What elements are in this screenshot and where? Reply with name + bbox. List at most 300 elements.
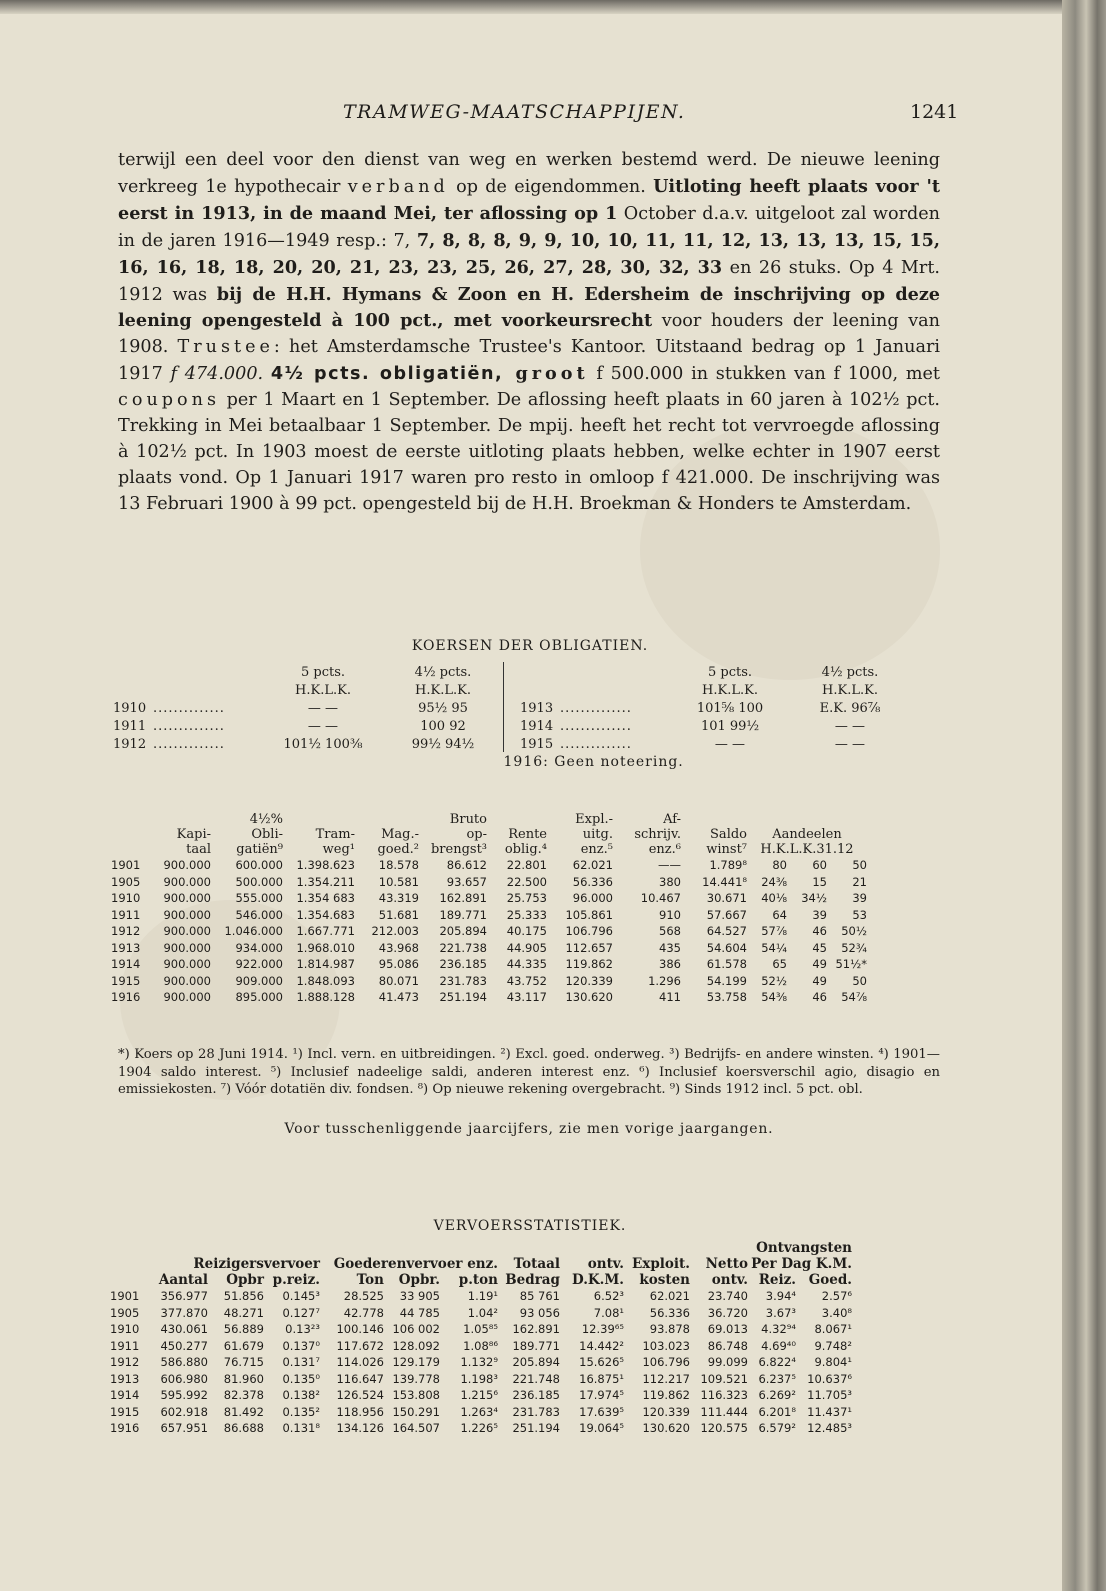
value-cell: 2.57⁶: [821, 1289, 852, 1304]
value-cell: 54.199: [706, 973, 747, 988]
table-row: [111, 857, 867, 874]
value-cell: 85 761: [519, 1289, 560, 1304]
value-cell: 555.000: [235, 891, 283, 906]
value-cell: 54¼: [761, 940, 787, 955]
value-cell: 76.715: [223, 1355, 264, 1370]
value-cell: 595.992: [160, 1388, 208, 1403]
bold-text: bij de H.H. Hymans & Zoon en H. Edersheim de inschrijving op deze leening opengesteld à 100 pct., met voorkeursrecht: [118, 283, 940, 332]
header-tramweg: Tram- weg¹: [315, 827, 355, 857]
text-segment: October d.a.v. uitgeloot zal worden in de jaren 1916—1949 resp.: 7,: [118, 203, 940, 251]
value-cell: 128.092: [392, 1338, 440, 1353]
header-kapitaal: Kapi- taal: [176, 827, 211, 857]
value-cell: 43.319: [378, 891, 419, 906]
value-cell: 105.861: [565, 907, 613, 922]
value-cell: 0.138²: [282, 1388, 320, 1403]
value-cell: 52½: [761, 973, 787, 988]
table-row: [111, 874, 867, 891]
value-cell: 3.67³: [765, 1305, 796, 1320]
value-cell: 44.905: [506, 940, 547, 955]
value-cell: 120.339: [565, 973, 613, 988]
value-cell: 910: [659, 907, 681, 922]
value-cell: 51½*: [835, 957, 867, 972]
year-cell: 1901: [110, 1289, 140, 1304]
table-row: [110, 1371, 852, 1388]
value-cell: 1.968.010: [296, 940, 355, 955]
value-cell: 23.740: [707, 1289, 748, 1304]
year-cell: 1915: [111, 973, 141, 988]
value-cell: 11.437¹: [807, 1404, 852, 1419]
value-cell: 50: [852, 973, 867, 988]
value-cell: 64: [772, 907, 787, 922]
value-cell: 139.778: [392, 1371, 440, 1386]
vervoer-caption: VERVOERSSTATISTIEK.: [433, 1218, 627, 1234]
value-cell: 900.000: [163, 957, 211, 972]
column-header: D.K.M.: [571, 1272, 624, 1288]
page-header: [0, 101, 1062, 127]
value-cell: 24⅜: [761, 874, 787, 889]
year-cell: 1916: [111, 990, 141, 1005]
text-segment: per 1 Maart en 1 September. De aflossing heeft plaats in 60 jaren à 102½ pct. Trekking in Mei betaalbaar 1 September. De mpij. heeft het recht tot vervroegde aflossing à 102½ pct. In 1903 moest de eerste uitloting plaats hebben, welke echter in 1907 eerst plaats vond. Op 1 Januari 1917 waren pro resto in omloop f 421.000. De inschrijving was 13 Februari 1900 à 99 pct. opengesteld bij de H.H. Broekman & Honders te Amsterdam.: [118, 390, 940, 514]
price-cell: — —: [307, 719, 339, 734]
value-cell: 116.323: [700, 1388, 748, 1403]
value-cell: 3.94⁴: [765, 1289, 796, 1304]
table-row: [111, 923, 867, 940]
year-cell: 1915: [504, 734, 561, 752]
value-cell: 1.04²: [467, 1305, 498, 1320]
value-cell: 236.185: [439, 957, 487, 972]
year-cell: 1912: [110, 1355, 140, 1370]
value-cell: 1.789⁸: [709, 858, 747, 873]
value-cell: 1.08⁸⁶: [463, 1338, 498, 1353]
value-cell: 109.521: [700, 1371, 748, 1386]
value-cell: 16.875¹: [579, 1371, 624, 1386]
header-rente: Rente oblig.⁴: [504, 827, 547, 857]
table-row: [110, 1288, 852, 1305]
value-cell: 386: [659, 957, 681, 972]
column-header: H.K.L.K.: [822, 683, 878, 698]
value-cell: 1.354 683: [296, 891, 355, 906]
year-cell: 1911: [110, 1338, 140, 1353]
table-row: [111, 907, 867, 924]
spaced-text: verband: [347, 176, 449, 197]
year-cell: 1911: [113, 719, 147, 734]
value-cell: 1.888.128: [296, 990, 355, 1005]
value-cell: 430.061: [160, 1322, 208, 1337]
value-cell: 1.215⁶: [460, 1388, 498, 1403]
value-cell: 6.822⁴: [758, 1355, 796, 1370]
leader-dots: ..............: [560, 719, 632, 734]
bond-heading: 4½ pcts. obligatiën,: [270, 364, 504, 385]
value-cell: 900.000: [163, 874, 211, 889]
table-row: [110, 1387, 852, 1404]
leader-dots: ..............: [153, 701, 225, 716]
header-saldo: Saldo winst⁷: [706, 827, 747, 857]
value-cell: 56.889: [223, 1322, 264, 1337]
spaced-text: groot: [503, 363, 589, 385]
value-cell: 0.13²³: [285, 1322, 320, 1337]
price-cell: 95½ 95: [418, 701, 468, 716]
value-cell: 1.296: [648, 973, 681, 988]
column-header: Aantal: [158, 1272, 208, 1288]
value-cell: 0.145³: [282, 1289, 320, 1304]
column-header: Totaal: [513, 1256, 560, 1272]
value-cell: 61.679: [223, 1338, 264, 1353]
value-cell: 118.956: [336, 1404, 384, 1419]
value-cell: 130.620: [642, 1421, 690, 1436]
header-per-dag-km: Per Dag K.M.: [751, 1256, 852, 1272]
value-cell: 80: [772, 858, 787, 873]
column-header: H.K.L.K.: [415, 683, 471, 698]
column-header: 5 pcts.: [707, 665, 753, 680]
price-cell: E.K. 96⅞: [819, 701, 881, 716]
value-cell: 1.05⁸⁵: [463, 1322, 498, 1337]
text-segment: terwijl een deel voor den dienst van weg en werken bestemd werd. De nieuwe leening verkreeg 1e hypothecair: [118, 150, 940, 197]
value-cell: 41.473: [378, 990, 419, 1005]
value-cell: 17.974⁵: [579, 1388, 624, 1403]
leader-dots: ..............: [153, 719, 225, 734]
year-cell: 1913: [111, 940, 141, 955]
column-header: p.ton: [458, 1272, 498, 1288]
column-header: H.K.L.K.: [702, 683, 758, 698]
value-cell: 568: [659, 924, 681, 939]
value-cell: 93.657: [446, 874, 487, 889]
text-segment: f 500.000 in stukken van f 1000, met: [588, 364, 941, 385]
year-cell: 1913: [504, 698, 561, 716]
year-cell: 1901: [111, 858, 141, 873]
value-cell: 28.525: [343, 1289, 384, 1304]
value-cell: 45: [812, 940, 827, 955]
year-cell: 1910: [110, 1322, 140, 1337]
value-cell: 82.378: [223, 1388, 264, 1403]
value-cell: 100.146: [336, 1322, 384, 1337]
value-cell: 56.336: [649, 1305, 690, 1320]
year-cell: 1910: [111, 891, 141, 906]
year-cell: 1916: [110, 1421, 140, 1436]
value-cell: 900.000: [163, 973, 211, 988]
value-cell: 81.960: [223, 1371, 264, 1386]
spaced-text: Trustee: [177, 337, 274, 358]
value-cell: 900.000: [163, 924, 211, 939]
value-cell: 50½: [841, 924, 867, 939]
value-cell: 36.720: [707, 1305, 748, 1320]
table-row: [113, 698, 910, 716]
value-cell: 134.126: [336, 1421, 384, 1436]
value-cell: 4.32⁹⁴: [761, 1322, 796, 1337]
header-aandeelen: Aandeelen H.K.L.K.31.12: [760, 827, 854, 857]
value-cell: 96.000: [572, 891, 613, 906]
value-cell: 0.135⁰: [282, 1371, 320, 1386]
value-cell: 251.194: [512, 1421, 560, 1436]
value-cell: 500.000: [235, 874, 283, 889]
koersen-head-row: [113, 662, 910, 680]
table-row: [110, 1305, 852, 1322]
value-cell: 52¾: [841, 940, 867, 955]
vervoer-column-row: [110, 1272, 852, 1288]
header-maggoed: Mag.- goed.²: [377, 827, 419, 857]
price-cell: 101½ 100⅜: [283, 737, 363, 752]
value-cell: 15.626⁵: [579, 1355, 624, 1370]
price-cell: — —: [714, 737, 746, 752]
value-cell: 586.880: [160, 1355, 208, 1370]
value-cell: 435: [659, 940, 681, 955]
column-header: Exploit.: [632, 1256, 690, 1272]
value-cell: 64.527: [706, 924, 747, 939]
value-cell: 1.814.987: [296, 957, 355, 972]
leader-dots: ..............: [560, 737, 632, 752]
column-header: Ton: [356, 1272, 384, 1288]
column-header: p.reiz.: [272, 1272, 320, 1288]
table-row: [110, 1404, 852, 1421]
value-cell: 895.000: [235, 990, 283, 1005]
book-edge: [1062, 0, 1106, 1591]
page-top-edge: [0, 0, 1062, 14]
year-cell: 1905: [110, 1305, 140, 1320]
value-cell: 377.870: [160, 1305, 208, 1320]
value-cell: 900.000: [163, 940, 211, 955]
value-cell: 150.291: [392, 1404, 440, 1419]
price-cell: 101⅝ 100: [696, 701, 764, 716]
value-cell: 103.023: [642, 1338, 690, 1353]
value-cell: 54⅜: [761, 990, 787, 1005]
value-cell: 356.977: [160, 1289, 208, 1304]
value-cell: ——: [658, 858, 681, 873]
value-cell: 86.612: [446, 858, 487, 873]
koersen-note-row: [113, 752, 910, 770]
value-cell: 22.801: [506, 858, 547, 873]
value-cell: 40.175: [506, 924, 547, 939]
value-cell: 42.778: [343, 1305, 384, 1320]
value-cell: 162.891: [439, 891, 487, 906]
price-cell: — —: [834, 719, 866, 734]
header-afschrijv: Af- schrijv. enz.⁶: [634, 812, 681, 857]
value-cell: 600.000: [235, 858, 283, 873]
value-cell: 546.000: [235, 907, 283, 922]
price-cell: 101 99½: [700, 719, 760, 734]
value-cell: 1.263⁴: [460, 1404, 498, 1419]
spaced-text: coupons: [118, 390, 220, 411]
year-cell: 1914: [110, 1388, 140, 1403]
value-cell: 0.135²: [282, 1404, 320, 1419]
value-cell: 53: [852, 907, 867, 922]
value-cell: 1.354.211: [296, 874, 355, 889]
koersen-head-row: [113, 680, 910, 698]
running-title: TRAMWEG-MAATSCHAPPIJEN.: [343, 101, 686, 123]
value-cell: 0.131⁷: [282, 1355, 320, 1370]
value-cell: 1.226⁵: [460, 1421, 498, 1436]
table-row: [110, 1420, 852, 1437]
value-cell: 80.071: [378, 973, 419, 988]
value-cell: 909.000: [235, 973, 283, 988]
value-cell: 411: [659, 990, 681, 1005]
column-header: H.K.L.K.: [295, 683, 351, 698]
value-cell: 900.000: [163, 990, 211, 1005]
value-cell: 3.40⁸: [821, 1305, 852, 1320]
value-cell: 221.748: [512, 1371, 560, 1386]
column-header: ontv.: [587, 1256, 624, 1272]
value-cell: 22.500: [506, 874, 547, 889]
koersen-note: 1916: Geen noteering.: [503, 754, 684, 770]
column-header: 4½ pcts.: [414, 665, 472, 680]
table-row: [110, 1354, 852, 1371]
value-cell: 130.620: [565, 990, 613, 1005]
value-cell: 1.046.000: [224, 924, 283, 939]
year-cell: 1905: [111, 874, 141, 889]
footnotes: [118, 1046, 940, 1138]
value-cell: 6.269²: [758, 1388, 796, 1403]
text-segment: voor houders der leening van 1908.: [118, 311, 940, 358]
column-header: 5 pcts.: [300, 665, 346, 680]
value-cell: 21: [852, 874, 867, 889]
table-row: [110, 1321, 852, 1338]
value-cell: 9.804¹: [814, 1355, 852, 1370]
price-cell: 99½ 94½: [411, 737, 475, 752]
value-cell: 14.441⁸: [702, 874, 747, 889]
value-cell: 657.951: [160, 1421, 208, 1436]
table-row: [111, 940, 867, 957]
value-cell: 12.39⁶⁵: [581, 1322, 624, 1337]
table-row: [111, 989, 867, 1006]
value-cell: 51.856: [223, 1289, 264, 1304]
value-cell: 49: [812, 973, 827, 988]
year-cell: 1913: [110, 1371, 140, 1386]
value-cell: 212.003: [371, 924, 419, 939]
value-cell: 9.748²: [814, 1338, 852, 1353]
value-cell: 602.918: [160, 1404, 208, 1419]
value-cell: 46: [812, 990, 827, 1005]
value-cell: 900.000: [163, 891, 211, 906]
value-cell: 4.69⁴⁰: [761, 1338, 796, 1353]
value-cell: 6.52³: [593, 1289, 624, 1304]
value-cell: 44 785: [399, 1305, 440, 1320]
vervoer-head-row: [110, 1256, 852, 1272]
financial-table: [111, 812, 867, 1006]
text-segment: en 26 stuks. Op 4 Mrt. 1912 was: [118, 257, 940, 305]
value-cell: 93 056: [519, 1305, 560, 1320]
value-cell: 95.086: [378, 957, 419, 972]
koersen-caption: KOERSEN DER OBLIGATIEN.: [411, 638, 649, 654]
value-cell: 205.894: [439, 924, 487, 939]
value-cell: 50: [852, 858, 867, 873]
value-cell: 25.333: [506, 907, 547, 922]
value-cell: 10.581: [378, 874, 419, 889]
text-segment: f 474.000.: [170, 364, 271, 385]
value-cell: 17.639⁵: [579, 1404, 624, 1419]
value-cell: 10.467: [640, 891, 681, 906]
value-cell: 205.894: [512, 1355, 560, 1370]
value-cell: 153.808: [392, 1388, 440, 1403]
value-cell: 922.000: [235, 957, 283, 972]
table-row: [111, 890, 867, 907]
table-row: [111, 973, 867, 990]
value-cell: 251.194: [439, 990, 487, 1005]
value-cell: 43.752: [506, 973, 547, 988]
column-header: kosten: [639, 1272, 690, 1288]
value-cell: 934.000: [235, 940, 283, 955]
value-cell: 99.099: [707, 1355, 748, 1370]
value-cell: 56.336: [572, 874, 613, 889]
value-cell: 1.667.771: [296, 924, 355, 939]
value-cell: 43.117: [506, 990, 547, 1005]
value-cell: 900.000: [163, 907, 211, 922]
year-cell: 1912: [113, 737, 147, 752]
value-cell: 189.771: [512, 1338, 560, 1353]
value-cell: 53.758: [706, 990, 747, 1005]
value-cell: 81.492: [223, 1404, 264, 1419]
value-cell: 18.578: [378, 858, 419, 873]
value-cell: 57⅞: [761, 924, 787, 939]
value-cell: 450.277: [160, 1338, 208, 1353]
value-cell: 48.271: [223, 1305, 264, 1320]
leader-dots: ..............: [153, 737, 225, 752]
value-cell: 10.637⁶: [807, 1371, 852, 1386]
value-cell: 112.657: [565, 940, 613, 955]
year-cell: 1910: [113, 701, 147, 716]
value-cell: 0.131⁸: [282, 1421, 320, 1436]
value-cell: 69.013: [707, 1322, 748, 1337]
value-cell: 62.021: [572, 858, 613, 873]
vervoer-head-row: [110, 1240, 852, 1256]
value-cell: 49: [812, 957, 827, 972]
value-cell: 11.705³: [807, 1388, 852, 1403]
value-cell: 12.485³: [807, 1421, 852, 1436]
value-cell: 19.064⁵: [579, 1421, 624, 1436]
value-cell: 1.398.623: [296, 858, 355, 873]
header-obligatien: 4½% Obli- gatiën⁹: [236, 812, 283, 857]
koersen-table: [113, 662, 910, 770]
value-cell: 6.579²: [758, 1421, 796, 1436]
column-header: Opbr.: [398, 1272, 440, 1288]
value-cell: 40⅛: [761, 891, 787, 906]
value-cell: 231.783: [512, 1404, 560, 1419]
value-cell: 33 905: [399, 1289, 440, 1304]
value-cell: 7.08¹: [593, 1305, 624, 1320]
table-row: [113, 734, 910, 752]
value-cell: 120.575: [700, 1421, 748, 1436]
value-cell: 65: [772, 957, 787, 972]
year-cell: 1914: [111, 957, 141, 972]
value-cell: 0.127⁷: [282, 1305, 320, 1320]
vervoer-table: [110, 1240, 852, 1437]
value-cell: 86.688: [223, 1421, 264, 1436]
column-header: Bedrag: [505, 1272, 560, 1288]
column-header: Goed.: [808, 1272, 852, 1288]
value-cell: 57.667: [706, 907, 747, 922]
header-ontvangsten: Ontvangsten: [756, 1240, 852, 1256]
value-cell: 1.19¹: [467, 1289, 498, 1304]
value-cell: 116.647: [336, 1371, 384, 1386]
value-cell: 14.442²: [579, 1338, 624, 1353]
value-cell: 1.848.093: [296, 973, 355, 988]
value-cell: 106.796: [565, 924, 613, 939]
bold-text: Uitloting heeft plaats voor 't eerst in 1913, in de maand Mei, ter aflossing op 1: [118, 175, 940, 224]
body-paragraph: [118, 148, 940, 518]
value-cell: 1.354.683: [296, 907, 355, 922]
value-cell: 106 002: [392, 1322, 440, 1337]
year-cell: 1912: [111, 924, 141, 939]
value-cell: 86.748: [707, 1338, 748, 1353]
value-cell: 111.444: [700, 1404, 748, 1419]
value-cell: 6.201⁸: [758, 1404, 796, 1419]
text-segment: : het Amsterdamsche Trustee's Kantoor. Uitstaand bedrag op 1 Januari 1917: [118, 337, 940, 385]
year-cell: 1915: [110, 1404, 140, 1419]
value-cell: 1.132⁹: [460, 1355, 498, 1370]
value-cell: 46: [812, 924, 827, 939]
value-cell: 15: [812, 874, 827, 889]
value-cell: 117.672: [336, 1338, 384, 1353]
table-row: [113, 716, 910, 734]
column-header: Netto: [705, 1256, 748, 1272]
header-bruto: Bruto op- brengst³: [430, 812, 487, 857]
